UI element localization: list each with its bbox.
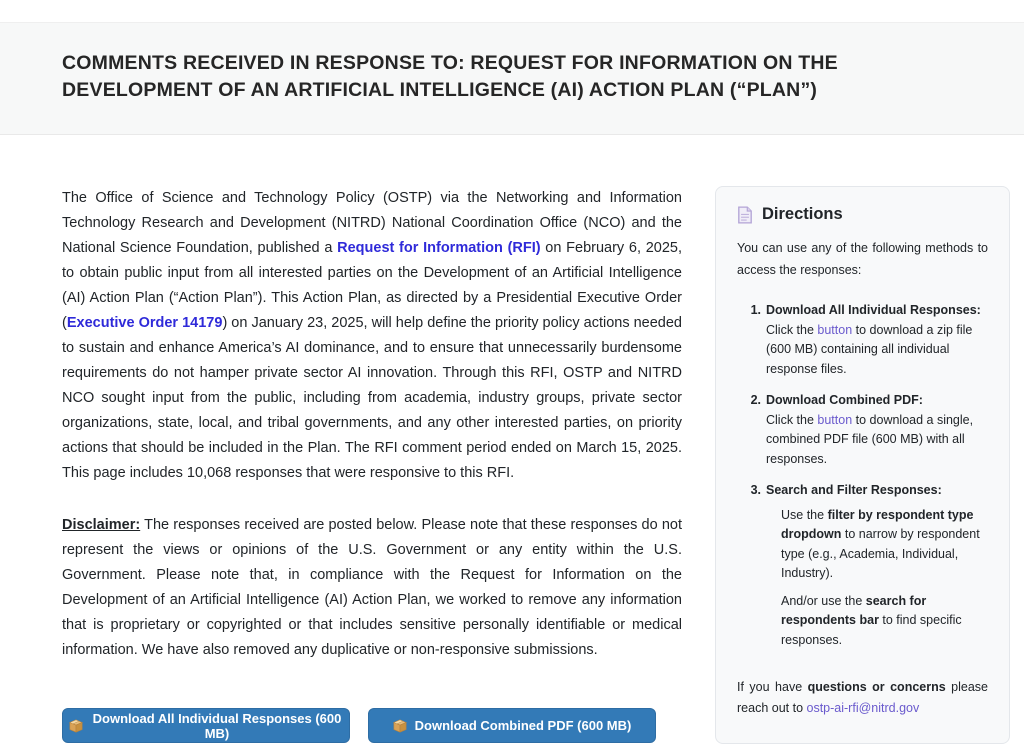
filter-dropdown-ref: filter by respondent type dropdown [781, 507, 974, 541]
download-combined-pdf-button[interactable] [368, 708, 656, 743]
list-item [745, 391, 988, 469]
item-title: Search and Filter Responses: [766, 483, 942, 497]
page-header [0, 22, 1024, 135]
page-title: COMMENTS RECEIVED IN RESPONSE TO: REQUEST FOR INFORMATION ON THE DEVELOPMENT OF AN ARTIFICIAL INTELLIGENCE (AI) ACTION PLAN (“PLAN”) [62, 52, 838, 101]
download-all-responses-button[interactable] [62, 708, 350, 743]
directions-intro: You can use any of the following methods to access the responses: [737, 241, 988, 277]
pdf-button-link[interactable]: button [817, 412, 853, 427]
item-number: 2. [750, 393, 761, 407]
directions-heading: Directions [762, 205, 843, 223]
contact-text-seg: If you have [737, 680, 808, 694]
directions-header [737, 205, 988, 224]
contact-email-link[interactable]: ostp-ai-rfi@nitrd.gov [806, 701, 920, 715]
package-icon [69, 719, 83, 733]
disclaimer-paragraph [62, 513, 682, 663]
item-text [766, 321, 988, 380]
item-text-seg: And/or use the [781, 593, 866, 608]
item-text-seg: to download a zip file (600 MB) containing all individual response files. [766, 322, 973, 376]
list-item [745, 301, 988, 379]
executive-order-link[interactable]: Executive Order 14179 [66, 315, 223, 331]
directions-panel [715, 186, 1010, 744]
item-number: 1. [750, 303, 761, 317]
download-buttons-row [62, 708, 682, 743]
intro-text-2: on February 6, 2025, to obtain public input from all interested parties on the Development of an Artificial Intelligence (AI) Action Plan (“Action Plan”). This Action Plan, as directed by a Presidential Executive Order ( [62, 240, 682, 331]
main-content [62, 186, 682, 743]
contact-text-seg: please reach out to [737, 680, 988, 715]
item-text-seg: Use the [781, 507, 828, 522]
disclaimer-text: The responses received are posted below. Please note that these responses do not represent the views or opinions of the U.S. Government or any entity within the U.S. Government. Please note that, in compliance with the Request for Information on the Development of an Artificial Intelligence (AI) Action Plan, we worked to remove any information that is proprietary or copyrighted or that includes sensitive personally identifiable or medical information. We have also removed any duplicative or non-responsive submissions. [62, 517, 682, 658]
search-bar-ref: search for respondents bar [781, 593, 927, 627]
zip-button-link[interactable]: button [817, 322, 853, 337]
contact-note [737, 677, 988, 719]
item-text [766, 411, 988, 470]
package-icon [393, 719, 407, 733]
item-text-seg: to download a single, combined PDF file (600 MB) with all responses. [766, 412, 974, 466]
item-text-seg: Click the [766, 412, 818, 427]
intro-paragraph [62, 186, 682, 486]
search-instruction [781, 592, 988, 651]
item-title: Download Combined PDF: [766, 393, 923, 407]
rfi-link[interactable]: Request for Information (RFI) [337, 240, 541, 256]
content-area [0, 186, 1024, 744]
download-all-label: Download All Individual Responses (600 MB) [92, 710, 342, 741]
directions-list [737, 301, 988, 658]
download-pdf-label: Download Combined PDF (600 MB) [414, 718, 632, 733]
disclaimer-label: Disclaimer: [62, 517, 141, 533]
intro-text-3: ) on January 23, 2025, will help define the priority policy actions needed to sustain and enhance America’s AI dominance, and to ensure that unnecessarily burdensome requirements do not hamper private sector AI innovation. Through this RFI, OSTP and NITRD NCO sought input from the public, including from academia, industry groups, private sector organizations, state, local, and tribal governments, and any other interested parties, on priority actions that should be included in the Plan. The RFI comment period ended on March 15, 2025. This page includes 10,068 responses that were responsive to this RFI. [62, 315, 682, 481]
questions-concerns-label: questions or concerns [807, 680, 946, 694]
item-title: Download All Individual Responses: [766, 303, 981, 317]
intro-text-1: The Office of Science and Technology Policy (OSTP) via the Networking and Information Technology Research and Development (NITRD) National Coordination Office (NCO) and the National Science Foundation, published a [62, 190, 682, 256]
list-item [745, 481, 988, 658]
item-text-seg: to find specific responses. [781, 613, 962, 647]
item-text-seg: Click the [766, 322, 818, 337]
document-icon [737, 206, 753, 224]
filter-instruction [781, 506, 988, 584]
item-number: 3. [750, 483, 761, 497]
item-text-seg: to narrow by respondent type (e.g., Academia, Individual, Industry). [781, 527, 980, 580]
